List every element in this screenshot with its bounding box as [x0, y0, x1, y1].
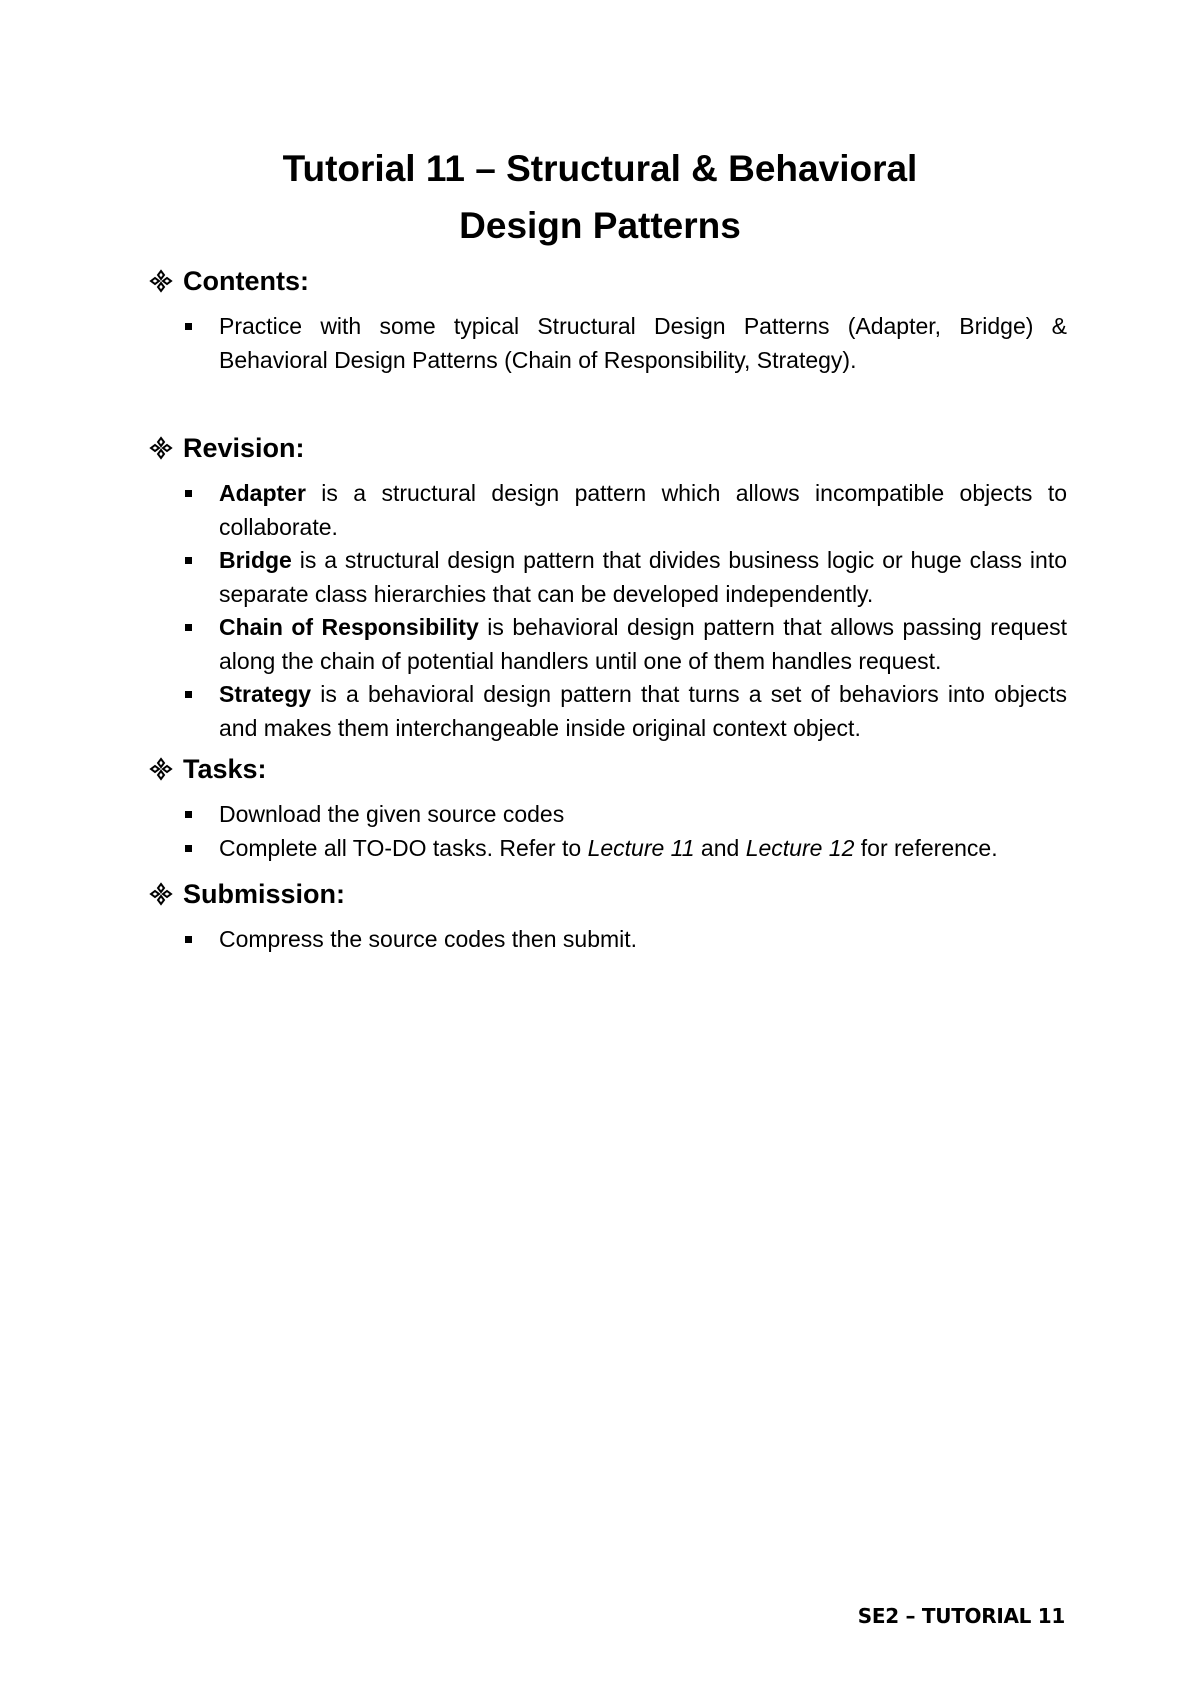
square-bullet-icon	[185, 936, 192, 943]
list-item-text: Compress the source codes then submit.	[219, 926, 638, 952]
list-item	[147, 678, 1067, 745]
four-diamond-icon	[147, 882, 175, 906]
list-item-text: Complete all TO-DO tasks. Refer to	[219, 834, 588, 861]
term-description: is a behavioral design pattern that turns a set of behaviors into objects and makes them interchangeable inside original context object.	[219, 681, 1067, 741]
document-title	[0, 140, 1200, 254]
term-description: is a structural design pattern which allows incompatible objects to collaborate.	[219, 480, 1067, 540]
term-chain-of-responsibility: Chain of Responsibility	[219, 614, 479, 640]
list-item	[147, 544, 1067, 611]
lecture-11-reference: Lecture 11	[587, 834, 695, 861]
list-item-text: and	[694, 834, 746, 861]
submission-section	[147, 877, 1067, 957]
page-footer: SE2 – TUTORIAL 11	[857, 1604, 1065, 1628]
list-item	[147, 477, 1067, 544]
tasks-heading-text: Tasks:	[183, 754, 267, 784]
list-item	[147, 310, 1067, 377]
contents-section	[147, 264, 1067, 377]
list-item-text: Download the given source codes	[219, 801, 565, 827]
square-bullet-icon	[185, 557, 192, 564]
revision-section	[147, 431, 1067, 745]
contents-heading	[147, 264, 1067, 298]
contents-heading-text: Contents:	[183, 266, 309, 296]
term-description: is a structural design pattern that divides business logic or huge class into separate class hierarchies that can be developed independently.	[219, 547, 1067, 607]
submission-heading-text: Submission:	[183, 879, 346, 909]
four-diamond-icon	[147, 757, 175, 781]
list-item	[147, 832, 1067, 866]
four-diamond-icon	[147, 269, 175, 293]
square-bullet-icon	[185, 624, 192, 631]
term-bridge: Bridge	[219, 547, 292, 573]
submission-heading	[147, 877, 1067, 911]
title-line-1: Tutorial 11 – Structural & Behavioral	[282, 148, 918, 189]
tasks-heading	[147, 752, 1067, 786]
list-item	[147, 798, 1067, 832]
list-item-text: Practice with some typical Structural Design Patterns (Adapter, Bridge) & Behavioral Design Patterns (Chain of Responsibility, Strategy).	[219, 313, 1067, 373]
revision-heading	[147, 431, 1067, 465]
four-diamond-icon	[147, 436, 175, 460]
square-bullet-icon	[185, 691, 192, 698]
revision-heading-text: Revision:	[183, 433, 305, 463]
list-item	[147, 611, 1067, 678]
square-bullet-icon	[185, 811, 192, 818]
term-description: is behavioral design pattern that allows passing request along the chain of potential handlers until one of them handles request.	[219, 614, 1067, 674]
square-bullet-icon	[185, 323, 192, 330]
list-item	[147, 923, 1067, 957]
list-item-text: for reference.	[854, 834, 998, 861]
tasks-section	[147, 752, 1067, 865]
square-bullet-icon	[185, 490, 192, 497]
lecture-12-reference: Lecture 12	[745, 834, 855, 861]
square-bullet-icon	[185, 845, 192, 852]
title-line-2: Design Patterns	[459, 205, 741, 246]
term-adapter: Adapter	[219, 480, 306, 506]
term-strategy: Strategy	[219, 681, 312, 707]
